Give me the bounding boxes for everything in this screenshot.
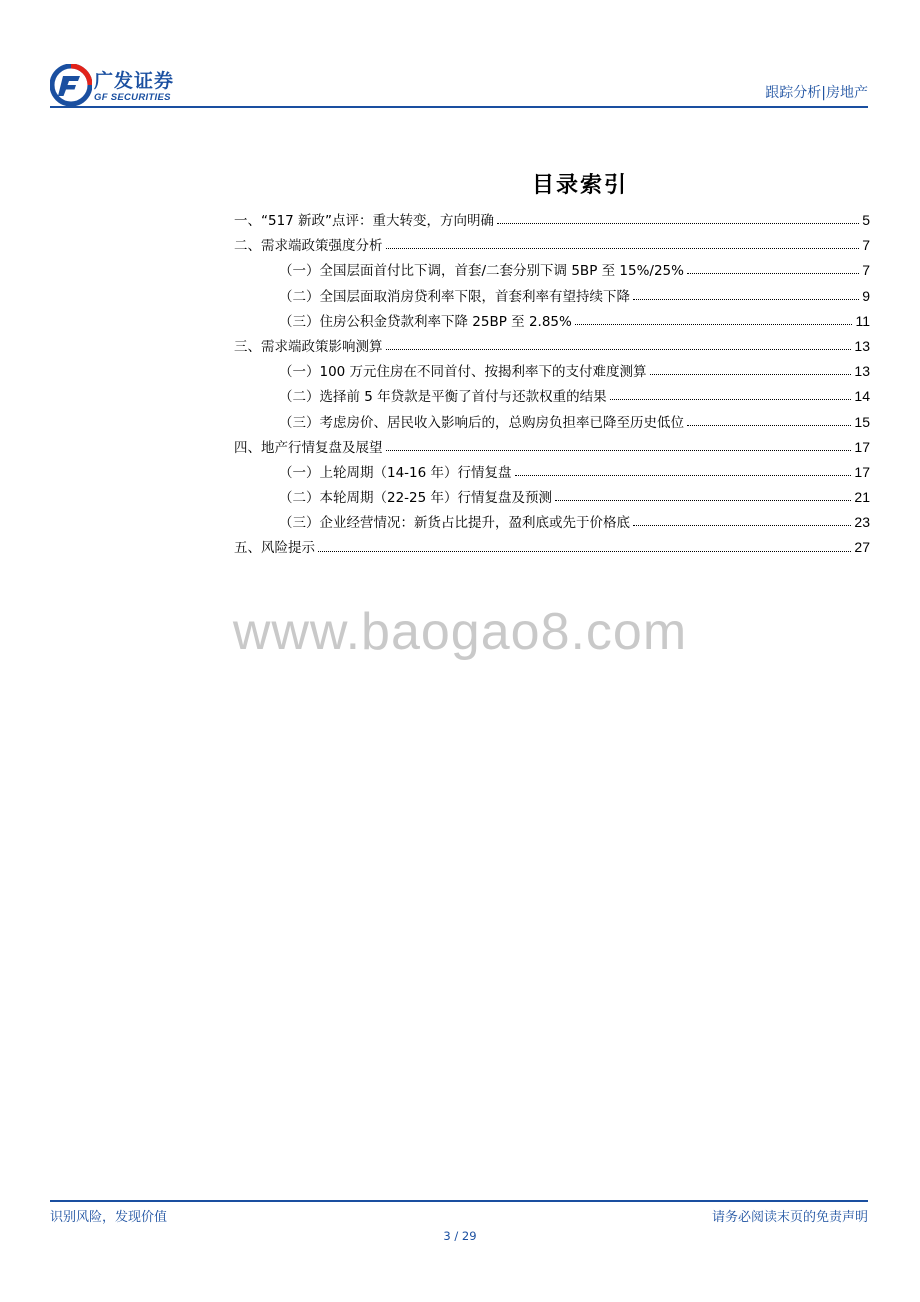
- toc-dot-leader: [555, 500, 851, 501]
- toc-subentry[interactable]: [234, 410, 870, 435]
- toc-dot-leader: [650, 374, 852, 375]
- footer-divider: [50, 1200, 868, 1202]
- toc-subentry[interactable]: [234, 384, 870, 409]
- toc-entry-page: 9: [862, 287, 870, 304]
- toc-entry-label: （三）考虑房价、居民收入影响后的，总购房负担率已降至历史低位: [279, 414, 684, 431]
- toc-dot-leader: [386, 450, 852, 451]
- toc-entry-page: 17: [854, 438, 870, 455]
- toc-entry-label: （一）全国层面首付比下调，首套/二套分别下调 5BP 至 15%/25%: [279, 263, 684, 280]
- toc-entry-page: 15: [854, 413, 870, 430]
- toc-subentry[interactable]: [234, 309, 870, 334]
- toc-entry[interactable]: [234, 233, 870, 258]
- watermark: www.baogao8.com: [232, 603, 688, 661]
- toc-entry[interactable]: [234, 435, 870, 460]
- toc-entry-label: （二）选择前 5 年贷款是平衡了首付与还款权重的结果: [279, 389, 607, 406]
- toc-entry-label: 一、“517 新政”点评：重大转变，方向明确: [234, 213, 495, 229]
- toc-entry[interactable]: [234, 208, 870, 233]
- toc-dot-leader: [687, 425, 851, 426]
- toc-dot-leader: [386, 248, 860, 249]
- toc-dot-leader: [633, 299, 859, 300]
- toc-entry-page: 13: [854, 363, 870, 380]
- toc-entry-label: （一）100 万元住房在不同首付、按揭利率下的支付难度测算: [279, 364, 647, 381]
- toc-entry-page: 27: [854, 539, 870, 556]
- page-title: 目录索引: [531, 172, 628, 198]
- page-header: [50, 62, 868, 107]
- report-category: 跟踪分析|房地产: [765, 85, 868, 101]
- toc-entry-page: 17: [854, 463, 870, 480]
- page-number: 3 / 29: [443, 1229, 477, 1243]
- toc-entry-page: 7: [862, 237, 870, 254]
- toc-entry-label: 三、需求端政策影响测算: [234, 338, 383, 355]
- toc-dot-leader: [575, 324, 853, 325]
- footer-disclaimer-note: 请务必阅读末页的免责声明: [711, 1210, 868, 1225]
- toc-dot-leader: [633, 525, 851, 526]
- toc-entry-label: 二、需求端政策强度分析: [234, 238, 383, 255]
- toc-entry-label: （二）本轮周期（22-25 年）行情复盘及预测: [279, 490, 553, 507]
- toc-entry-page: 13: [854, 337, 870, 354]
- toc-dot-leader: [610, 399, 852, 400]
- toc-entry-page: 21: [854, 489, 870, 506]
- toc-entry[interactable]: [234, 334, 870, 359]
- toc-dot-leader: [386, 349, 852, 350]
- toc-subentry[interactable]: [234, 258, 870, 283]
- toc-dot-leader: [497, 223, 859, 224]
- toc-entry-page: 23: [854, 514, 870, 531]
- gf-logo-mark-icon: [50, 64, 92, 106]
- header-divider: [50, 106, 868, 108]
- toc-dot-leader: [515, 475, 852, 476]
- toc-subentry[interactable]: [234, 510, 870, 535]
- toc-entry-label: 四、地产行情复盘及展望: [234, 439, 383, 456]
- footer-slogan: 识别风险，发现价值: [50, 1210, 168, 1225]
- toc-entry-label: （一）上轮周期（14-16 年）行情复盘: [279, 464, 512, 481]
- toc-subentry[interactable]: [234, 284, 870, 309]
- toc-entry-page: 5: [862, 212, 870, 228]
- toc-subentry[interactable]: [234, 359, 870, 384]
- toc-entry-page: 7: [862, 262, 870, 279]
- table-of-contents: [234, 208, 870, 561]
- toc-entry-page: 11: [855, 312, 870, 329]
- toc-entry-label: （三）企业经营情况：新货占比提升，盈利底或先于价格底: [279, 515, 630, 532]
- toc-subentry[interactable]: [234, 485, 870, 510]
- toc-entry-label: （二）全国层面取消房贷利率下限，首套利率有望持续下降: [279, 288, 630, 305]
- logo-chinese-text: 广发证券: [94, 70, 175, 92]
- toc-entry-label: 五、风险提示: [234, 540, 315, 557]
- toc-dot-leader: [687, 273, 859, 274]
- toc-entry-label: （三）住房公积金贷款利率下降 25BP 至 2.85%: [279, 313, 572, 330]
- toc-dot-leader: [318, 551, 851, 552]
- logo-english-text: GF SECURITIES: [94, 92, 171, 103]
- gf-securities-logo: [50, 62, 200, 107]
- toc-entry[interactable]: [234, 535, 870, 560]
- toc-entry-page: 14: [854, 388, 870, 405]
- toc-subentry[interactable]: [234, 460, 870, 485]
